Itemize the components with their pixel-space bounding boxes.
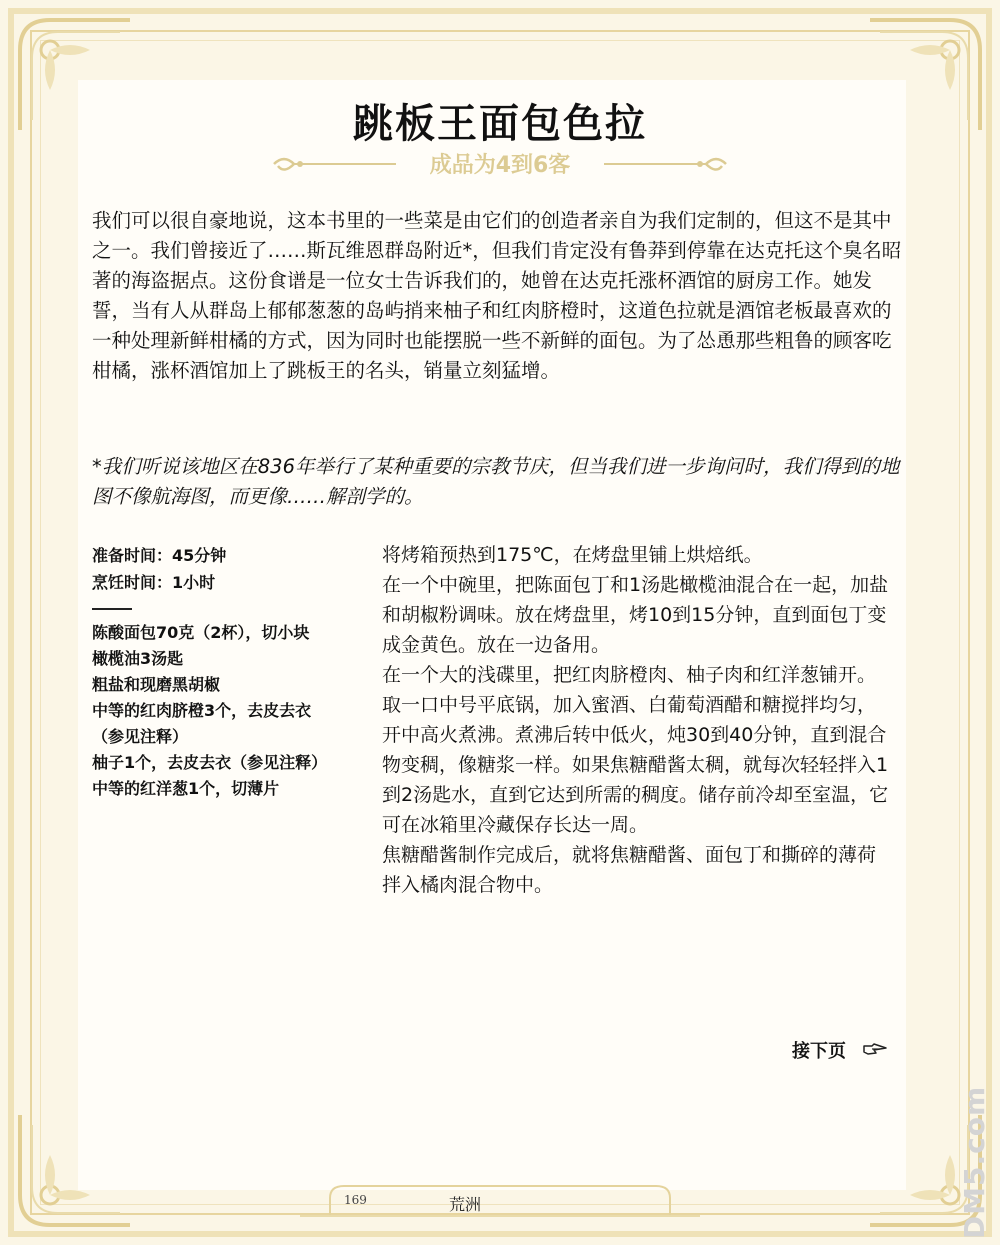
method-step: 在一个中碗里，把陈面包丁和1汤匙橄榄油混合在一起，加盐和胡椒粉调味。放在烤盘里，烤10到15分钟，直到面包丁变成金黄色。放在一边备用。 xyxy=(382,574,889,656)
pointing-hand-icon xyxy=(862,1038,888,1066)
method-step: 焦糖醋酱制作完成后，就将焦糖醋酱、面包丁和撕碎的薄荷拌入橘肉混合物中。 xyxy=(382,844,877,896)
method-step: 将烤箱预热到175℃，在烤盘里铺上烘焙纸。 xyxy=(382,544,763,566)
cook-time: 烹饪时间：1小时 xyxy=(92,573,216,592)
watermark-text: DM5.com xyxy=(958,1085,992,1240)
prep-time: 准备时间：45分钟 xyxy=(92,546,227,565)
ingredient-item: 柚子1个，去皮去衣（参见注释） xyxy=(92,753,328,772)
ingredient-item: 中等的红洋葱1个，切薄片 xyxy=(92,779,280,798)
site-watermark xyxy=(946,1085,996,1240)
ingredient-item: 粗盐和现磨黑胡椒 xyxy=(92,675,221,694)
ingredient-list xyxy=(92,620,362,802)
recipe-footnote: *我们听说该地区在836年举行了某种重要的宗教节庆，但当我们进一步询问时，我们得到的地图不像航海图，而更像……解剖学的。 xyxy=(92,455,900,508)
ingredient-item: 陈酸面包70克（2杯），切小块 xyxy=(92,623,310,642)
page-number: 169 xyxy=(344,1193,367,1207)
recipe-title: 跳板王面包色拉 xyxy=(353,101,647,147)
corner-ornament-icon xyxy=(10,1105,140,1235)
next-page-label: 接下页 xyxy=(792,1041,846,1062)
flourish-right-icon xyxy=(600,152,730,176)
ingredient-item: 橄榄油3汤匙 xyxy=(92,649,184,668)
ingredient-item: 中等的红肉脐橙3个，去皮去衣（参见注释） xyxy=(92,701,312,746)
yield-row xyxy=(270,148,730,182)
recipe-yield: 成品为4到6客 xyxy=(429,153,571,178)
divider xyxy=(92,608,132,610)
ingredients-column xyxy=(92,542,362,802)
next-page-link[interactable] xyxy=(792,1038,888,1066)
chapter-name: 荒洲 xyxy=(449,1195,482,1214)
recipe-intro: 我们可以很自豪地说，这本书里的一些菜是由它们的创造者亲自为我们定制的，但这不是其中之一。我们曾接近了……斯瓦维恩群岛附近*，但我们肯定没有鲁莽到停靠在达克托这个臭名昭著的海盗据点。这份食谱是一位女士告诉我们的，她曾在达克托涨杯酒馆的厨房工作。她发誓，当有人从群岛上郁郁葱葱的岛屿捎来柚子和红肉脐橙时，这道色拉就是酒馆老板最喜欢的一种处理新鲜柑橘的方式，因为同时也能摆脱一些不新鲜的面包。为了怂恿那些粗鲁的顾客吃柑橘，涨杯酒馆加上了跳板王的名头，销量立刻猛增。 xyxy=(92,209,902,382)
method-step: 在一个大的浅碟里，把红肉脐橙肉、柚子肉和红洋葱铺开。 xyxy=(382,664,877,686)
method-steps xyxy=(382,540,894,900)
method-step: 取一口中号平底锅，加入蜜酒、白葡萄酒醋和糖搅拌均匀，开中高火煮沸。煮沸后转中低火，炖30到40分钟，直到混合物变稠，像糖浆一样。如果焦糖醋酱太稠，就每次轻轻拌入1到2汤匙水，直到它达到所需的稠度。储存前冷却至室温，它可在冰箱里冷藏保存长达一周。 xyxy=(382,694,889,836)
